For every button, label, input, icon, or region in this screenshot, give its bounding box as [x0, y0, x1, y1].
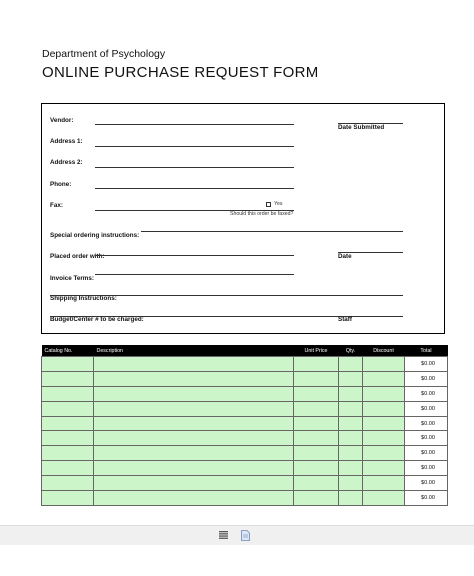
special-instructions-label: Special ordering instructions: — [50, 232, 140, 239]
discount-cell[interactable] — [363, 431, 405, 446]
discount-cell[interactable] — [363, 416, 405, 431]
total-cell: $0.00 — [405, 386, 448, 401]
unit-price-cell[interactable] — [294, 386, 339, 401]
description-cell[interactable] — [94, 371, 294, 386]
shipping-instructions-label: Shipping Instructions: — [50, 295, 117, 302]
column-header: Total — [405, 345, 448, 357]
unit-price-cell[interactable] — [294, 446, 339, 461]
catalog-cell[interactable] — [42, 357, 94, 372]
unit-price-cell[interactable] — [294, 357, 339, 372]
invoice-terms-label: Invoice Terms: — [50, 275, 94, 282]
unit-price-cell[interactable] — [294, 476, 339, 491]
table-row — [42, 401, 448, 416]
discount-cell[interactable] — [363, 446, 405, 461]
table-row — [42, 371, 448, 386]
total-cell: $0.00 — [405, 476, 448, 491]
catalog-cell[interactable] — [42, 476, 94, 491]
address2-field[interactable] — [95, 167, 294, 168]
table-row — [42, 461, 448, 476]
column-header: Unit Price — [294, 345, 339, 357]
total-cell: $0.00 — [405, 461, 448, 476]
department-name: Department of Psychology — [42, 48, 166, 60]
total-cell: $0.00 — [405, 371, 448, 386]
address1-field[interactable] — [95, 146, 294, 147]
table-row — [42, 476, 448, 491]
description-cell[interactable] — [94, 476, 294, 491]
date-submitted-label: Date Submitted — [338, 124, 385, 131]
special-instructions-field[interactable] — [141, 231, 403, 232]
total-cell: $0.00 — [405, 491, 448, 506]
description-cell[interactable] — [94, 386, 294, 401]
catalog-cell[interactable] — [42, 431, 94, 446]
qty-cell[interactable] — [339, 476, 363, 491]
shipping-instructions-field[interactable] — [50, 295, 403, 296]
address2-label: Address 2: — [50, 159, 83, 166]
total-cell: $0.00 — [405, 446, 448, 461]
qty-cell[interactable] — [339, 416, 363, 431]
catalog-cell[interactable] — [42, 491, 94, 506]
catalog-cell[interactable] — [42, 461, 94, 476]
form-title: ONLINE PURCHASE REQUEST FORM — [42, 64, 319, 81]
table-row — [42, 416, 448, 431]
list-view-icon[interactable] — [219, 531, 228, 539]
unit-price-cell[interactable] — [294, 461, 339, 476]
column-header: Qty. — [339, 345, 363, 357]
staff-label: Staff — [338, 316, 352, 323]
unit-price-cell[interactable] — [294, 491, 339, 506]
placed-order-label: Placed order with: — [50, 253, 105, 260]
address1-label: Address 1: — [50, 138, 83, 145]
discount-cell[interactable] — [363, 371, 405, 386]
discount-cell[interactable] — [363, 476, 405, 491]
qty-cell[interactable] — [339, 446, 363, 461]
description-cell[interactable] — [94, 446, 294, 461]
discount-cell[interactable] — [363, 401, 405, 416]
fax-question-label: Should this order be faxed? — [230, 211, 294, 217]
unit-price-cell[interactable] — [294, 371, 339, 386]
unit-price-cell[interactable] — [294, 416, 339, 431]
placed-order-field[interactable] — [95, 255, 294, 256]
catalog-cell[interactable] — [42, 371, 94, 386]
table-header-row — [42, 345, 448, 357]
viewer-status-bar — [0, 525, 474, 545]
catalog-cell[interactable] — [42, 446, 94, 461]
description-cell[interactable] — [94, 491, 294, 506]
total-cell: $0.00 — [405, 357, 448, 372]
description-cell[interactable] — [94, 401, 294, 416]
qty-cell[interactable] — [339, 461, 363, 476]
placed-order-field-2[interactable] — [95, 274, 294, 275]
date-label: Date — [338, 253, 352, 260]
table-row — [42, 431, 448, 446]
column-header: Description — [94, 345, 294, 357]
qty-cell[interactable] — [339, 357, 363, 372]
qty-cell[interactable] — [339, 401, 363, 416]
fax-yes-label: Yes — [274, 201, 283, 207]
table-row — [42, 386, 448, 401]
qty-cell[interactable] — [339, 386, 363, 401]
column-header: Discount — [363, 345, 405, 357]
discount-cell[interactable] — [363, 461, 405, 476]
total-cell: $0.00 — [405, 431, 448, 446]
qty-cell[interactable] — [339, 491, 363, 506]
fax-label: Fax: — [50, 202, 63, 209]
catalog-cell[interactable] — [42, 386, 94, 401]
total-cell: $0.00 — [405, 401, 448, 416]
description-cell[interactable] — [94, 357, 294, 372]
discount-cell[interactable] — [363, 357, 405, 372]
catalog-cell[interactable] — [42, 401, 94, 416]
fax-yes-checkbox[interactable] — [266, 202, 271, 207]
phone-field[interactable] — [95, 188, 294, 189]
discount-cell[interactable] — [363, 491, 405, 506]
table-row — [42, 446, 448, 461]
budget-label: Budget/Center # to be charged: — [50, 316, 144, 323]
unit-price-cell[interactable] — [294, 431, 339, 446]
catalog-cell[interactable] — [42, 416, 94, 431]
description-cell[interactable] — [94, 461, 294, 476]
description-cell[interactable] — [94, 416, 294, 431]
description-cell[interactable] — [94, 431, 294, 446]
table-row — [42, 357, 448, 372]
vendor-field[interactable] — [95, 124, 294, 125]
page-icon[interactable] — [241, 530, 250, 541]
total-cell: $0.00 — [405, 416, 448, 431]
items-table — [41, 345, 448, 506]
discount-cell[interactable] — [363, 386, 405, 401]
request-details-box — [41, 103, 445, 334]
phone-label: Phone: — [50, 181, 72, 188]
column-header: Catalog No. — [42, 345, 94, 357]
qty-cell[interactable] — [339, 371, 363, 386]
vendor-label: Vendor: — [50, 117, 74, 124]
qty-cell[interactable] — [339, 431, 363, 446]
unit-price-cell[interactable] — [294, 401, 339, 416]
table-row — [42, 491, 448, 506]
